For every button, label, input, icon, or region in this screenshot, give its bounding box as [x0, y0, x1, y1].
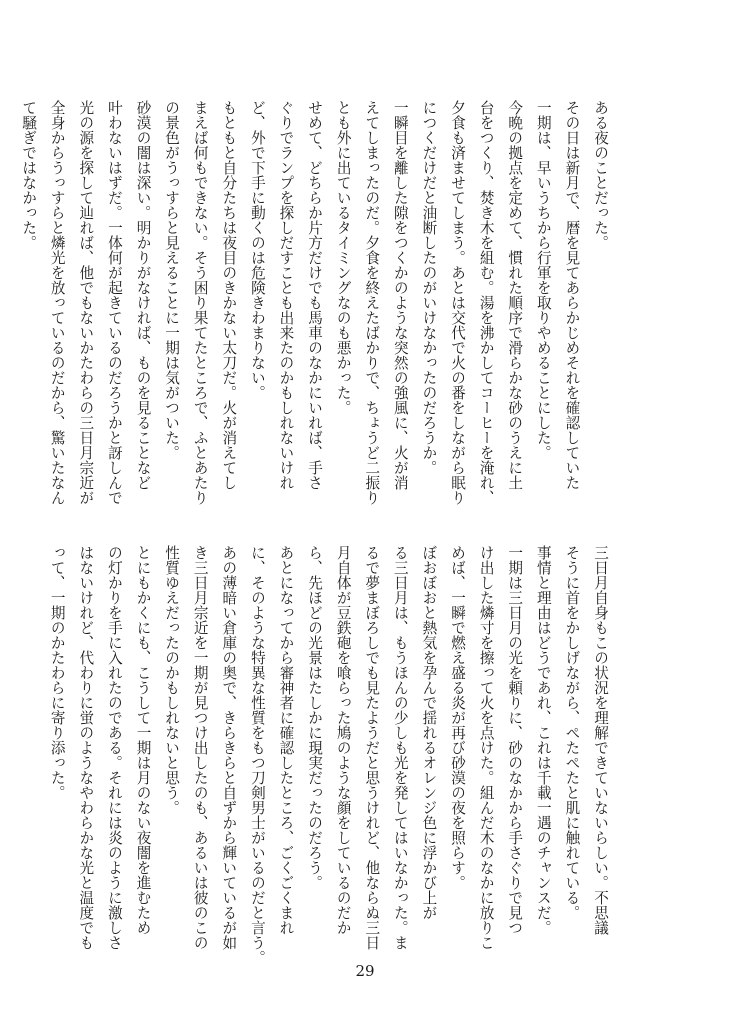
- text-line: につくだけだと油断したのがいけなかったのだろうか。: [420, 100, 438, 475]
- text-line: あの薄暗い倉庫の奥で、きらきらと自ずから輝いているが如: [220, 545, 238, 950]
- text-line: あとになってから審神者に確認したところ、ごくごくまれ: [277, 545, 295, 935]
- text-line: 一瞬目を離した隙をつくかのような突然の強風に、火が消: [391, 100, 409, 490]
- text-line: そうに首をかしげながら、ぺたぺたと肌に触れている。: [563, 545, 581, 920]
- text-line: ら、先ほどの光景はたしかに現実だったのだろう。: [306, 545, 324, 890]
- text-line: 今晩の拠点を定めて、慣れた順序で滑らかな砂のうえに土: [506, 100, 524, 490]
- text-line: 砂漠の闇は深い。明かりがなければ、ものを見ることなど: [134, 100, 152, 490]
- text-line: に、そのような特異な性質をもつ刀剣男士がいるのだと言う。: [248, 545, 266, 965]
- text-line: 性質ゆえだったのかもしれないと思う。: [163, 545, 181, 815]
- text-block-bottom: [42, 545, 614, 965]
- text-line: の灯かりを手に入れたのである。それには炎のように激しさ: [105, 545, 123, 950]
- text-line: るで夢まぼろしでも見たようだと思うけれど、他ならぬ三日: [363, 545, 381, 950]
- text-line: ある夜のことだった。: [592, 100, 609, 250]
- text-line: めば、一瞬で燃え盛る炎が再び砂漠の夜を照らす。: [449, 545, 467, 890]
- text-line: 叶わないはずだ。一体何が起きているのだろうかと訝しんで: [105, 100, 123, 505]
- text-line: て騒ぎではなかった。: [20, 100, 38, 250]
- text-line: ぐりでランプを探しだすことも出来たのかもしれないけれ: [277, 100, 295, 490]
- text-block-top: [14, 100, 614, 505]
- text-line: 全身からうっすらと燐光を放っているのだから、驚いたなん: [48, 100, 66, 505]
- text-line: とも外に出ているタイミングなのも悪かった。: [334, 100, 352, 415]
- page-number: 29: [355, 962, 375, 980]
- text-line: け出した燐寸を擦って火を点けた。組んだ木のなかに放りこ: [477, 545, 495, 950]
- text-line: まえば何もできない。そう困り果てたところで、ふとあたり: [191, 100, 209, 505]
- text-line: 月自体が豆鉄砲を喰らった鳩のような顔をしているのだか: [334, 545, 352, 935]
- text-line: 一期は三日月の光を頼りに、砂のなかから手さぐりで見つ: [506, 545, 524, 935]
- text-line: はないけれど、代わりに蛍のようなやわらかな光と温度でも: [77, 545, 95, 950]
- text-line: ど、外で下手に動くのは危険きわまりない。: [248, 100, 266, 400]
- text-line: 夕食も済ませてしまう。あとは交代で火の番をしながら眠り: [449, 100, 467, 505]
- text-line: る三日月は、もうほんの少しも光を発してはいなかった。ま: [391, 545, 409, 950]
- text-line: とにもかくにも、こうして一期は月のない夜闇を進むため: [134, 545, 152, 935]
- text-line: 三日月自身もこの状況を理解できていないらしい。不思議: [592, 545, 609, 935]
- text-line: えてしまったのだ。夕食を終えたばかりで、ちょうど二振り: [363, 100, 381, 505]
- text-line: って、一期のかたわらに寄り添った。: [48, 545, 66, 800]
- text-line: 一期は、早いうちから行軍を取りやめることにした。: [534, 100, 552, 460]
- text-line: 台をつくり、焚き木を組む。湯を沸かしてコーヒーを淹れ、: [477, 100, 495, 505]
- text-line: 光の源を探して辿れば、他でもないかたわらの三日月宗近が: [77, 100, 95, 505]
- text-line: き三日月宗近を一期が見つけ出したのも、あるいは彼のこの: [191, 545, 209, 950]
- text-line: 事情と理由はどうであれ、これは千載一遇のチャンスだ。: [534, 545, 552, 935]
- text-line: もともと自分たちは夜目のきかない太刀だ。火が消えてし: [220, 100, 238, 490]
- text-line: の景色がうっすらと見えることに一期は気がついた。: [163, 100, 181, 460]
- text-line: せめて、どちらか片方だけでも馬車のなかにいれば、手さ: [306, 100, 324, 490]
- text-line: その日は新月で、暦を見てあらかじめそれを確認していた: [563, 100, 581, 490]
- text-line: ぼおぼおと熱気を孕んで揺れるオレンジ色に浮かび上が: [420, 545, 438, 920]
